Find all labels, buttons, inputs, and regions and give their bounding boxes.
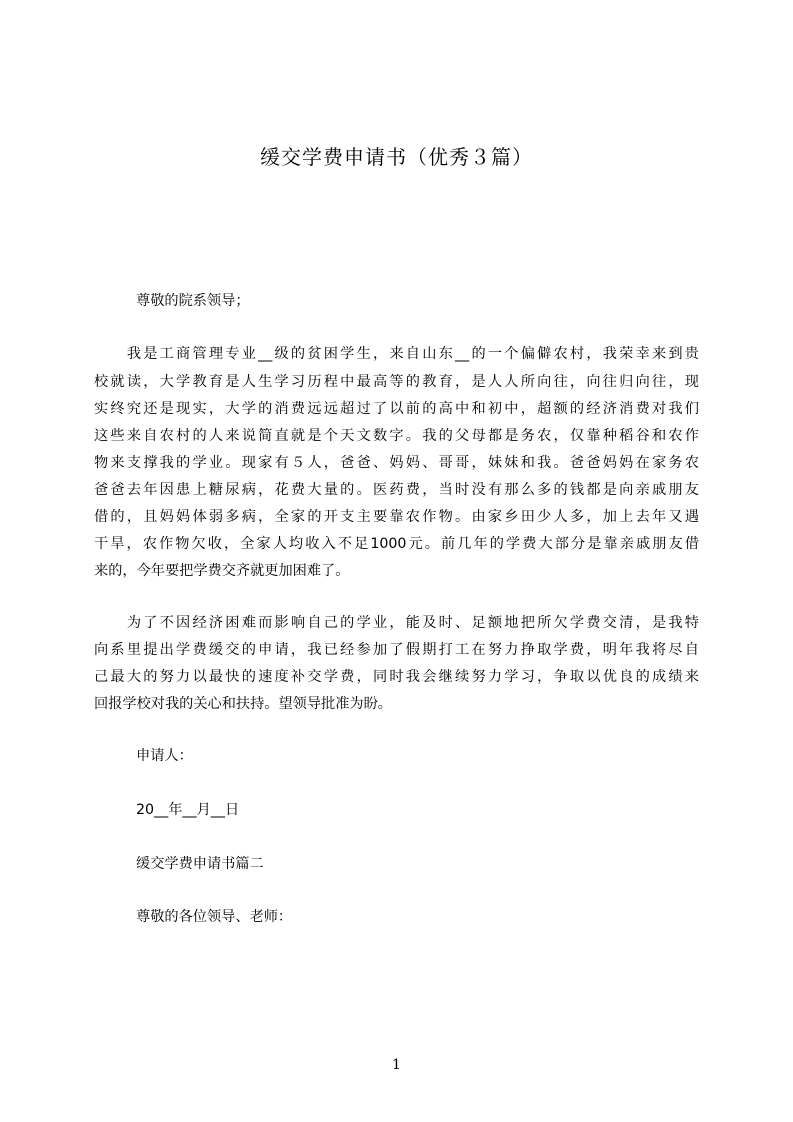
section-2-title: 缓交学费申请书篇二 — [136, 856, 264, 872]
salutation-2: 尊敬的各位领导、老师： — [136, 909, 293, 925]
applicant-label: 申请人： — [136, 748, 193, 764]
salutation: 尊敬的院系领导； — [136, 293, 250, 309]
paragraph-2-line: 己最大的努力以最快的速度补交学费，同时我会继续努力学习，争取以优良的成绩来 — [94, 669, 699, 685]
paragraph-1-line: 爸爸去年因患上糖尿病，花费大量的。医药费，当时没有那么多的钱都是向亲戚朋友 — [94, 482, 699, 498]
paragraph-1-line: 这些来自农村的人来说简直就是个天文数字。我的父母都是务农，仅靠种稻谷和农作 — [94, 428, 699, 444]
date-line: 20__年__月__日 — [136, 802, 240, 818]
paragraph-2-line: 回报学校对我的关心和扶持。望领导批准为盼。 — [94, 696, 392, 712]
paragraph-1-line: 借的，且妈妈体弱多病，全家的开支主要靠农作物。由家乡田少人多，加上去年又遇 — [94, 509, 699, 525]
paragraph-2-line: 向系里提出学费缓交的申请，我已经参加了假期打工在努力挣取学费，明年我将尽自 — [94, 642, 699, 658]
paragraph-1-line: 物来支撑我的学业。现家有５人，爸爸、妈妈、哥哥，妹妹和我。爸爸妈妈在家务农 — [94, 455, 699, 471]
paragraph-1-line: 实终究还是现实，大学的消费远远超过了以前的高中和初中，超额的经济消费对我们 — [94, 401, 699, 417]
paragraph-1-line: 我是工商管理专业__级的贫困学生，来自山东__的一个偏僻农村，我荣幸来到贵 — [94, 346, 699, 362]
document-title: 缓交学费申请书（优秀３篇） — [260, 145, 533, 169]
paragraph-1-line: 来的，今年要把学费交齐就更加困难了。 — [94, 563, 350, 579]
paragraph-1-line: 校就读，大学教育是人生学习历程中最高等的教育，是人人所向往，向往归向往，现 — [94, 374, 699, 390]
paragraph-1-line: 干旱，农作物欠收，全家人均收入不足1000元。前几年的学费大部分是靠亲戚朋友借 — [94, 536, 699, 552]
page-number: 1 — [392, 1057, 401, 1073]
paragraph-2-line: 为了不因经济困难而影响自己的学业，能及时、足额地把所欠学费交清，是我特 — [94, 615, 699, 631]
